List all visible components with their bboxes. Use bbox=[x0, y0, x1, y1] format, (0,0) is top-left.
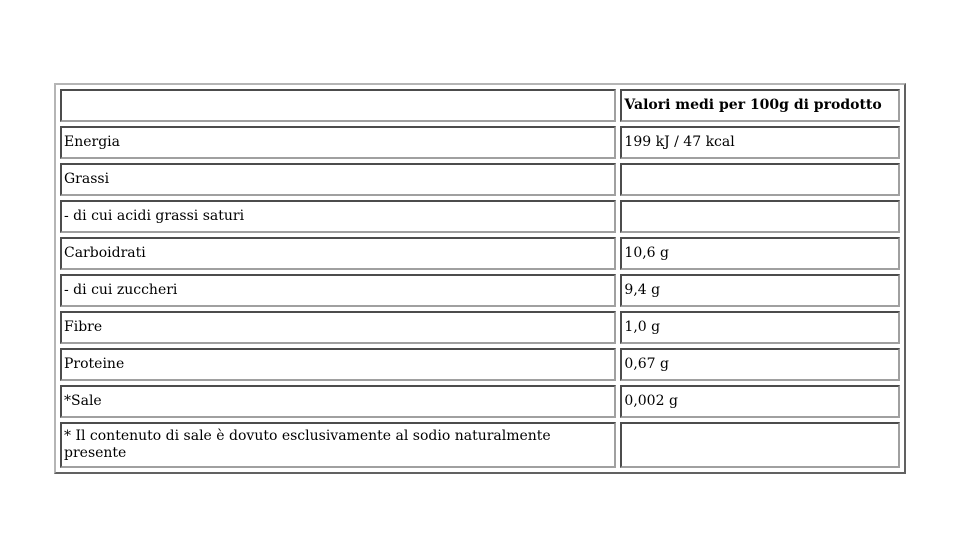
row-value: 199 kJ / 47 kcal bbox=[620, 126, 900, 159]
table-row bbox=[60, 237, 900, 270]
footnote-cell: * Il contenuto di sale è dovuto esclusivamente al sodio naturalmente presente bbox=[60, 422, 616, 468]
row-label: *Sale bbox=[60, 385, 616, 418]
table-row bbox=[60, 200, 900, 233]
table-row bbox=[60, 385, 900, 418]
row-label: Carboidrati bbox=[60, 237, 616, 270]
table-row bbox=[60, 274, 900, 307]
table-header-row bbox=[60, 89, 900, 122]
row-label: - di cui acidi grassi saturi bbox=[60, 200, 616, 233]
row-value: 9,4 g bbox=[620, 274, 900, 307]
table-row bbox=[60, 126, 900, 159]
row-value: 10,6 g bbox=[620, 237, 900, 270]
table-row bbox=[60, 163, 900, 196]
header-value-cell: Valori medi per 100g di prodotto bbox=[620, 89, 900, 122]
row-value bbox=[620, 163, 900, 196]
row-label: Grassi bbox=[60, 163, 616, 196]
row-label: Fibre bbox=[60, 311, 616, 344]
row-label: Proteine bbox=[60, 348, 616, 381]
nutrition-table bbox=[54, 83, 906, 474]
table-row bbox=[60, 348, 900, 381]
row-value: 1,0 g bbox=[620, 311, 900, 344]
header-label-cell bbox=[60, 89, 616, 122]
row-value: 0,67 g bbox=[620, 348, 900, 381]
table-row bbox=[60, 311, 900, 344]
row-label: - di cui zuccheri bbox=[60, 274, 616, 307]
table-row bbox=[60, 422, 900, 468]
row-value: 0,002 g bbox=[620, 385, 900, 418]
row-value bbox=[620, 200, 900, 233]
row-value bbox=[620, 422, 900, 468]
row-label: Energia bbox=[60, 126, 616, 159]
